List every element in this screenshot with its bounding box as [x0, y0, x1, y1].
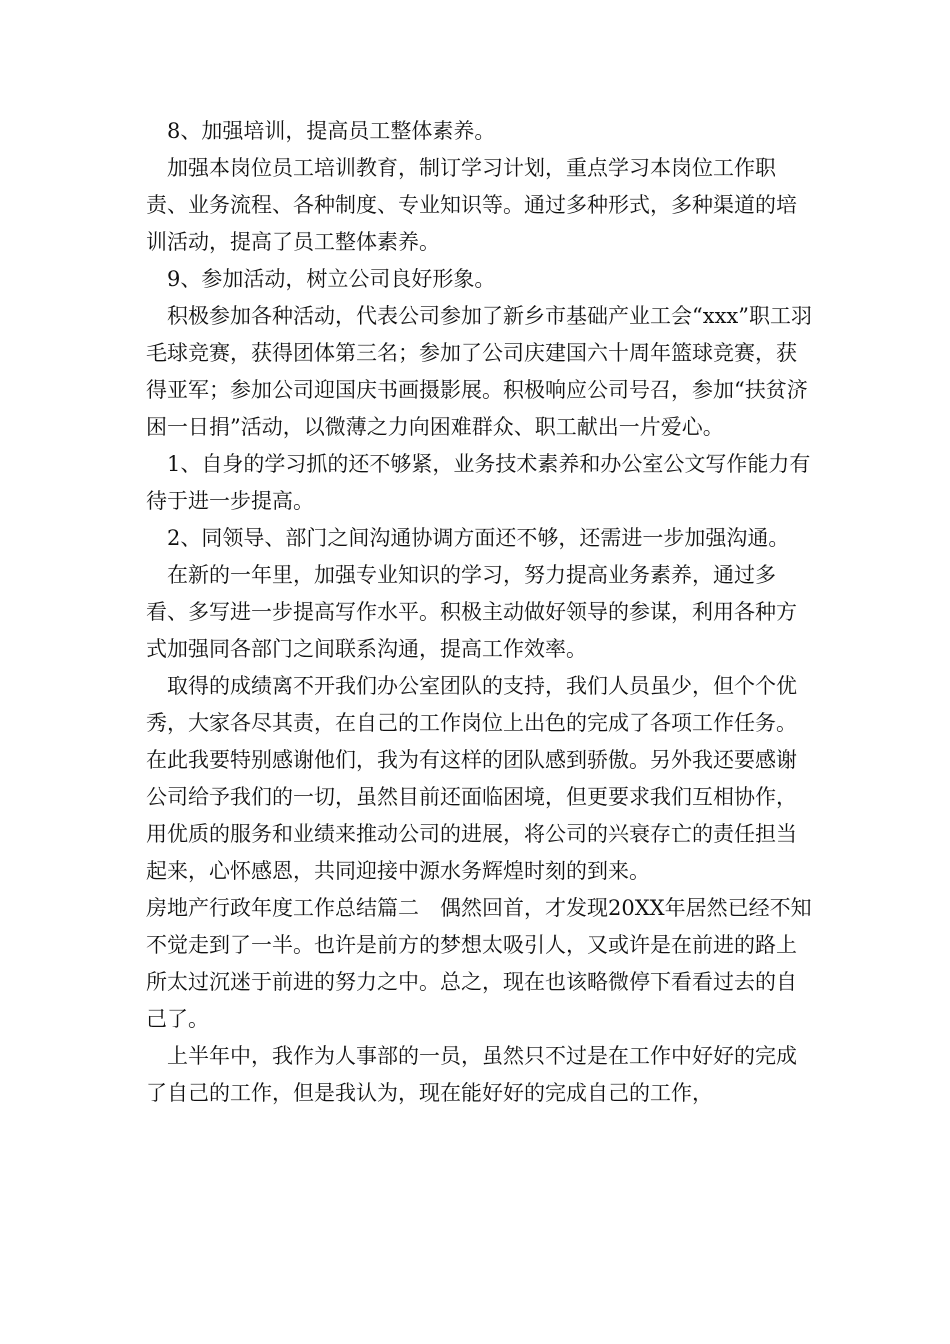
section-two-opening: 房地产行政年度工作总结篇二 偶然回首，才发现20XX年居然已经不知不觉走到了一半。也许是前方的梦想太吸引人，又或许是在前进的路上所太过沉迷于前进的努力之中。总之，现在也该略微停下看看过去的自己了。	[146, 896, 812, 1031]
shortcoming-item-2: 2、同领导、部门之间沟通协调方面还不够，还需进一步加强沟通。	[167, 526, 790, 550]
paragraph-new-year-plan: 在新的一年里，加强专业知识的学习，努力提高业务素养，通过多看、多写进一步提高写作水平。积极主动做好领导的参谋，利用各种方式加强同各部门之间联系沟通，提高工作效率。	[146, 563, 797, 661]
paragraph-first-half-year: 上半年中，我作为人事部的一员，虽然只不过是在工作中好好的完成了自己的工作，但是我认为，现在能好好的完成自己的工作，	[146, 1044, 797, 1105]
heading-item-8: 8、加强培训，提高员工整体素养。	[167, 119, 496, 143]
document-body	[146, 113, 812, 1112]
paragraph-activities: 积极参加各种活动，代表公司参加了新乡市基础产业工会“xxx”职工羽毛球竞赛，获得团体第三名；参加了公司庆建国六十周年篮球竞赛，获得亚军；参加公司迎国庆书画摄影展。积极响应公司号召，参加“扶贫济困一日捐”活动，以微薄之力向困难群众、职工献出一片爱心。	[146, 304, 812, 439]
heading-item-9: 9、参加活动，树立公司良好形象。	[167, 267, 496, 291]
paragraph-training: 加强本岗位员工培训教育，制订学习计划，重点学习本岗位工作职责、业务流程、各种制度、专业知识等。通过多种形式，多种渠道的培训活动，提高了员工整体素养。	[146, 156, 797, 254]
paragraph-thanks: 取得的成绩离不开我们办公室团队的支持，我们人员虽少，但个个优秀，大家各尽其责，在自己的工作岗位上出色的完成了各项工作任务。在此我要特别感谢他们，我为有这样的团队感到骄傲。另外我还要感谢公司给予我们的一切，虽然目前还面临困境，但更要求我们互相协作，用优质的服务和业绩来推动公司的进展，将公司的兴衰存亡的责任担当起来，心怀感恩，共同迎接中源水务辉煌时刻的到来。	[146, 674, 797, 883]
shortcoming-item-1: 1、自身的学习抓的还不够紧，业务技术素养和办公室公文写作能力有待于进一步提高。	[146, 452, 811, 513]
